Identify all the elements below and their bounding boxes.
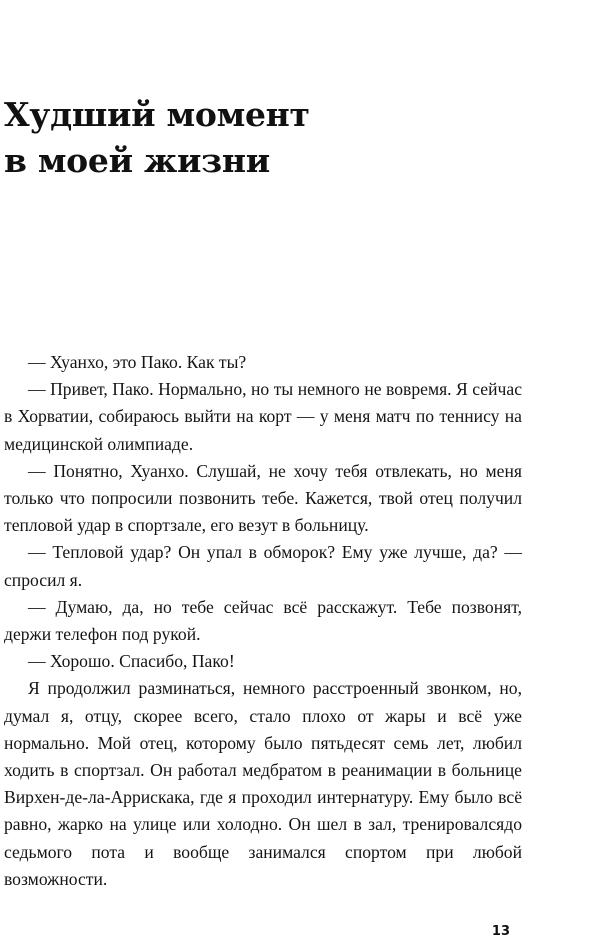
chapter-title — [4, 92, 424, 184]
paragraph-dialogue-6: — Хорошо. Спасибо, Пако! — [28, 651, 235, 672]
paragraph-dialogue-1: — Хуанхо, это Пако. Как ты? — [28, 352, 247, 372]
body-text — [4, 349, 522, 893]
paragraph-dialogue-2: — Привет, Пако. Нормально, но ты немного не вовремя. Я сейчас в Хорватии, собираюсь выйти на корт — у меня матч по теннису на медицинской олимпиаде. — [4, 379, 522, 454]
paragraph-dialogue-3: — Понятно, Хуанхо. Слушай, не хочу тебя отвлекать, но меня только что попросили позвонить тебе. Кажется, твой отец получил тепловой удар в спортзале, его везут в больницу. — [4, 460, 522, 536]
paragraph-dialogue-5: — Думаю, да, но тебе сейчас всё расскажут. Тебе позвонят, держи телефон под рукой. — [4, 596, 522, 645]
chapter-title-line-2: в моей жизни — [4, 141, 270, 180]
chapter-title-line-1: Худший момент — [4, 95, 310, 134]
paragraph-narrative: Я продолжил разминаться, немного расстроенный звонком, но, думал я, отцу, скорее всего, стало плохо от жары и всё уже нормально. Мой отец, которому было пятьдесят семь лет, любил ходить в спортзал. Он работал медбратом в реанимации в больнице Вирхен-де-ла-Аррискака, где я проходил интернатуру. Ему было всё равно, жарко на улице или холодно. Он шел в зал, тренировалсядо седьмого пота и вообще занимался спортом при любой возможности. — [4, 678, 522, 889]
page-number: 13 — [491, 924, 510, 939]
paragraph-dialogue-4: — Тепловой удар? Он упал в обморок? Ему уже лучше, да? — спросил я. — [4, 542, 522, 590]
